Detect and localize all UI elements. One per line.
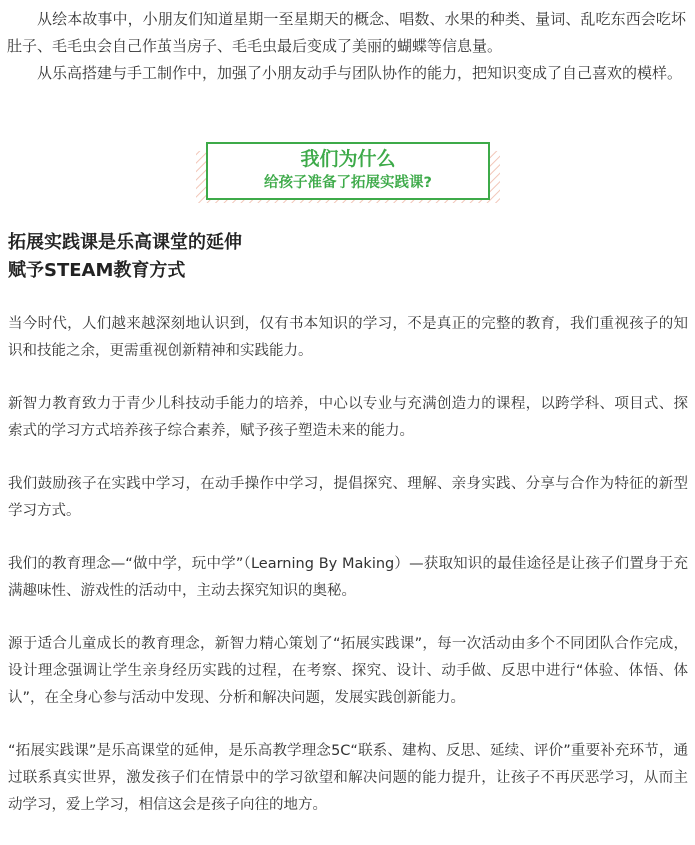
body-paragraph: 当今时代，人们越来越深刻地认识到，仅有书本知识的学习，不是真正的完整的教育，我们重视孩子的知识和技能之余，更需重视创新精神和实践能力。 bbox=[8, 316, 688, 359]
article-body bbox=[8, 311, 688, 845]
body-paragraph: 新智力教育致力于青少儿科技动手能力的培养，中心以专业与充满创造力的课程，以跨学科、项目式、探索式的学习方式培养孩子综合素养，赋予孩子塑造未来的能力。 bbox=[8, 396, 688, 439]
intro-paragraph: 从绘本故事中，小朋友们知道星期一至星期天的概念、唱数、水果的种类、量词、乱吃东西会吃坏肚子、毛毛虫会自己作茧当房子、毛毛虫最后变成了美丽的蝴蝶等信息量。 bbox=[7, 10, 686, 55]
section-heading bbox=[8, 229, 242, 285]
body-paragraph: “拓展实践课”是乐高课堂的延伸，是乐高教学理念5C“联系、建构、反思、延续、评价”重要补充环节，通过联系真实世界，激发孩子们在情景中的学习欲望和解决问题的能力提升，让孩子不再厌恶学习，从而主动学习，爱上学习，相信这会是孩子向往的地方。 bbox=[8, 743, 688, 813]
intro-paragraph: 从乐高搭建与手工制作中，加强了小朋友动手与团队协作的能力，把知识变成了自己喜欢的模样。 bbox=[37, 64, 683, 82]
body-paragraph: 源于适合儿童成长的教育理念，新智力精心策划了“拓展实践课”，每一次活动由多个不同团队合作完成，设计理念强调让学生亲身经历实践的过程，在考察、探究、设计、动手做、反思中进行“体验、体悟、体认”，在全身心参与活动中发现、分析和解决问题，发展实践创新能力。 bbox=[8, 636, 688, 706]
banner-title: 我们为什么 bbox=[300, 148, 396, 170]
banner-subtitle: 给孩子准备了拓展实践课? bbox=[264, 175, 432, 191]
banner-box bbox=[206, 142, 490, 200]
body-paragraph: 我们的教育理念—“做中学，玩中学”（Learning By Making）—获取知识的最佳途径是让孩子们置身于充满趣味性、游戏性的活动中，主动去探究知识的奥秘。 bbox=[8, 556, 688, 599]
heading-line: 赋予STEAM教育方式 bbox=[8, 260, 186, 281]
intro-section bbox=[0, 6, 695, 87]
body-paragraph: 我们鼓励孩子在实践中学习，在动手操作中学习，提倡探究、理解、亲身实践、分享与合作为特征的新型学习方式。 bbox=[8, 476, 688, 519]
heading-line: 拓展实践课是乐高课堂的延伸 bbox=[8, 232, 242, 253]
section-banner bbox=[196, 137, 500, 203]
